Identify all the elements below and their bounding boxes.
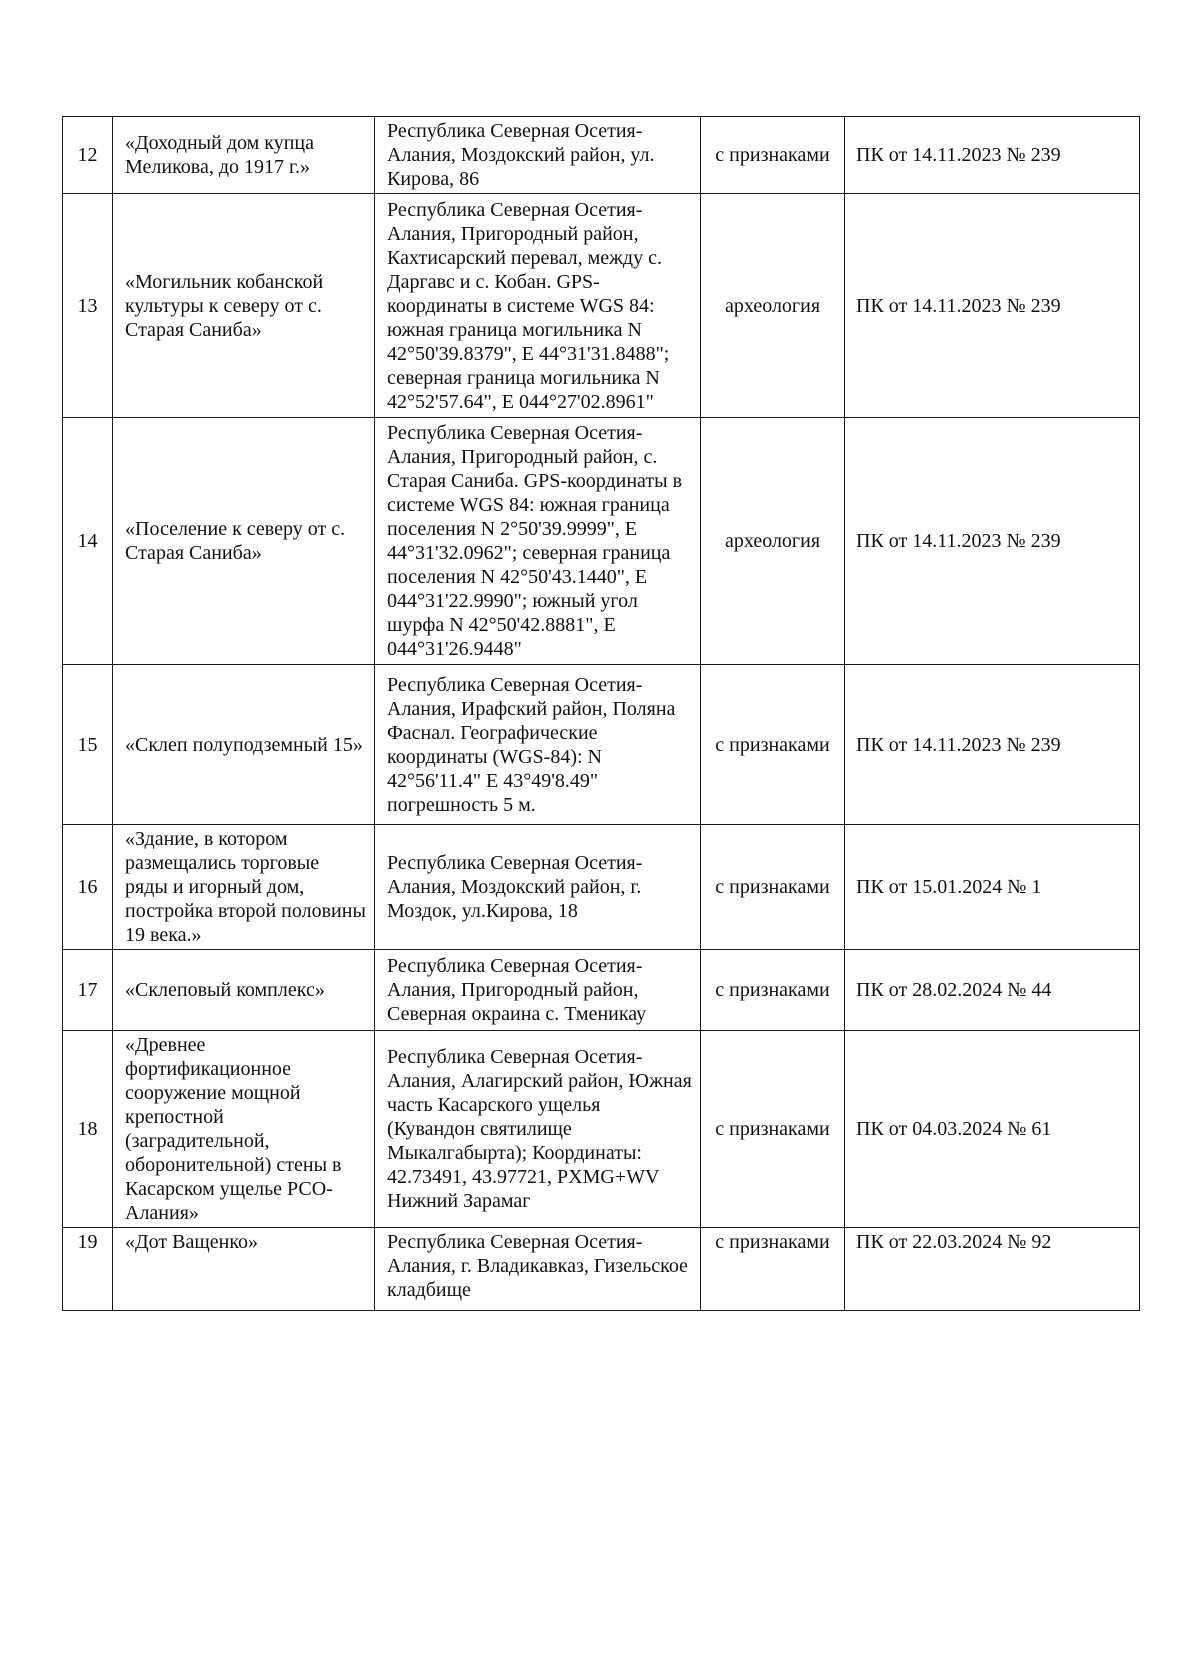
row-number: 19 — [63, 1228, 113, 1311]
object-address: Республика Северная Осетия-Алания, Моздокский район, г. Моздок, ул.Кирова, 18 — [375, 825, 701, 950]
object-name: «Могильник кобанской культуры к северу от с. Старая Саниба» — [113, 194, 375, 418]
row-number: 15 — [63, 665, 113, 825]
object-address: Республика Северная Осетия-Алания, Пригородный район, с. Старая Саниба. GPS-координаты в системе WGS 84: южная граница поселения N 2°50'39.9999", E 44°31'32.0962"; северная граница поселения N 42°50'43.1440", E 044°31'22.9990"; южный угол шурфа N 42°50'42.8881", E 044°31'26.9448" — [375, 418, 701, 665]
table-row — [63, 194, 1140, 418]
object-address: Республика Северная Осетия-Алания, Пригородный район, Кахтисарский перевал, между с. Даргавс и с. Кобан. GPS-координаты в системе WGS 84: южная граница могильника N 42°50'39.8379", E 44°31'31.8488"; северная граница могильника N 42°52'57.64", E 044°27'02.8961" — [375, 194, 701, 418]
object-name: «Поселение к северу от с. Старая Саниба» — [113, 418, 375, 665]
row-number: 12 — [63, 117, 113, 194]
object-name: «Склеповый комплекс» — [113, 950, 375, 1031]
decision-document: ПК от 14.11.2023 № 239 — [845, 665, 1140, 825]
object-address: Республика Северная Осетия-Алания, Пригородный район, Северная окраина с. Тменикау — [375, 950, 701, 1031]
object-category: археология — [701, 418, 845, 665]
heritage-objects-table — [62, 116, 1140, 1311]
object-address: Республика Северная Осетия-Алания, Алагирский район, Южная часть Касарского ущелья (Кувандон святилище Мыкалгабырта); Координаты: 42.73491, 43.97721, PXMG+WV Нижний Зарамаг — [375, 1031, 701, 1228]
object-name: «Дот Ващенко» — [113, 1228, 375, 1311]
decision-document: ПК от 14.11.2023 № 239 — [845, 418, 1140, 665]
object-category: с признаками — [701, 950, 845, 1031]
object-category: с признаками — [701, 665, 845, 825]
table-row — [63, 117, 1140, 194]
decision-document: ПК от 22.03.2024 № 92 — [845, 1228, 1140, 1311]
table-row — [63, 1031, 1140, 1228]
row-number: 18 — [63, 1031, 113, 1228]
object-name: «Склеп полуподземный 15» — [113, 665, 375, 825]
object-category: с признаками — [701, 117, 845, 194]
table-row — [63, 418, 1140, 665]
object-name: «Доходный дом купца Меликова, до 1917 г.» — [113, 117, 375, 194]
decision-document: ПК от 14.11.2023 № 239 — [845, 117, 1140, 194]
object-name: «Здание, в котором размещались торговые ряды и игорный дом, постройка второй половины 19 века.» — [113, 825, 375, 950]
object-address: Республика Северная Осетия-Алания, г. Владикавказ, Гизельское кладбище — [375, 1228, 701, 1311]
table-row — [63, 950, 1140, 1031]
object-category: с признаками — [701, 1228, 845, 1311]
row-number: 16 — [63, 825, 113, 950]
row-number: 17 — [63, 950, 113, 1031]
object-category: археология — [701, 194, 845, 418]
table-row — [63, 665, 1140, 825]
decision-document: ПК от 15.01.2024 № 1 — [845, 825, 1140, 950]
table-row — [63, 825, 1140, 950]
object-address: Республика Северная Осетия-Алания, Моздокский район, ул. Кирова, 86 — [375, 117, 701, 194]
object-name: «Древнее фортификационное сооружение мощной крепостной (заградительной, оборонительной) стены в Касарском ущелье РСО-Алания» — [113, 1031, 375, 1228]
object-address: Республика Северная Осетия-Алания, Ирафский район, Поляна Фаснал. Географические координаты (WGS-84): N 42°56'11.4" E 43°49'8.49" погрешность 5 м. — [375, 665, 701, 825]
table-row — [63, 1228, 1140, 1311]
decision-document: ПК от 04.03.2024 № 61 — [845, 1031, 1140, 1228]
decision-document: ПК от 14.11.2023 № 239 — [845, 194, 1140, 418]
object-category: с признаками — [701, 1031, 845, 1228]
row-number: 13 — [63, 194, 113, 418]
object-category: с признаками — [701, 825, 845, 950]
decision-document: ПК от 28.02.2024 № 44 — [845, 950, 1140, 1031]
row-number: 14 — [63, 418, 113, 665]
